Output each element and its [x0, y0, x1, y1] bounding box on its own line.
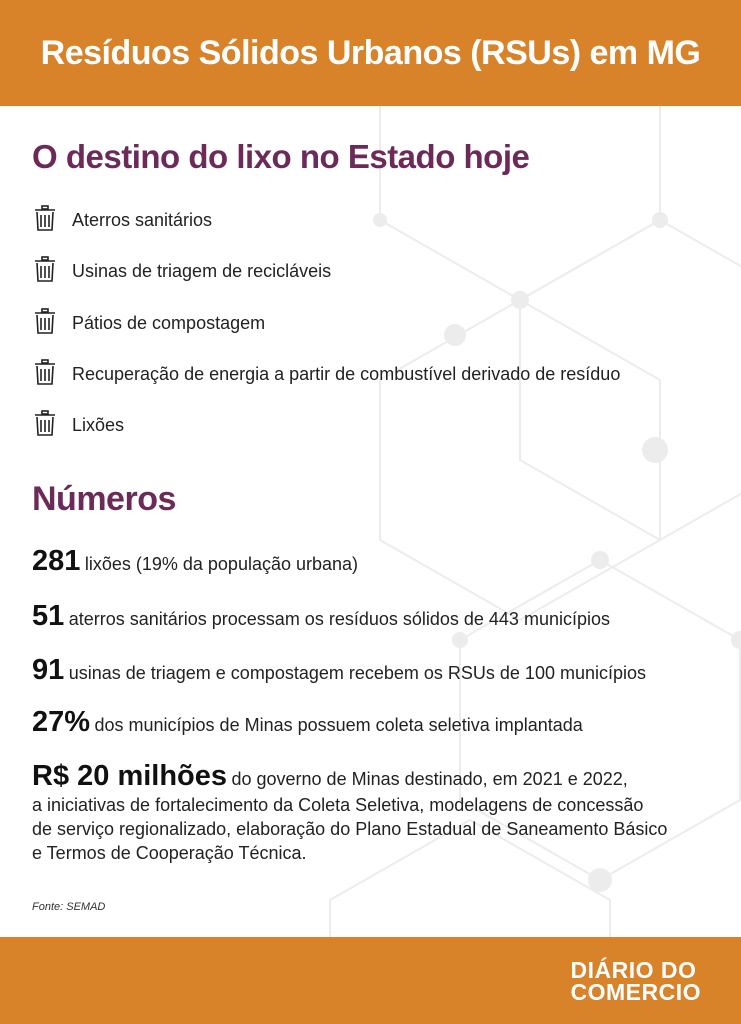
- stat-text: dos municípios de Minas possuem coleta seletiva implantada: [94, 715, 583, 735]
- destination-label: Recuperação de energia a partir de combustível derivado de resíduo: [72, 364, 621, 384]
- stat-line: [32, 706, 583, 739]
- source-note: Fonte: SEMAD: [32, 901, 106, 913]
- stat-value: 51: [32, 600, 65, 632]
- funding-stat: [32, 760, 722, 865]
- stat-line: [32, 600, 610, 633]
- stat-text-line: a iniciativas de fortalecimento da Coleta Seletiva, modelagens de concessão: [32, 795, 644, 815]
- header-banner: [0, 0, 741, 106]
- stat-text: lixões (19% da população urbana): [84, 554, 359, 574]
- trash-bin-icon: [34, 359, 56, 385]
- stat-line: [32, 654, 646, 687]
- stat-value: 281: [32, 545, 81, 577]
- stat-value: 27%: [32, 706, 91, 738]
- destination-label: Pátios de compostagem: [72, 313, 266, 333]
- footer-banner: [0, 937, 741, 1024]
- destination-label: Usinas de triagem de recicláveis: [72, 261, 332, 281]
- stat-line: [32, 545, 358, 578]
- diario-do-comercio-logo: [571, 959, 702, 1003]
- logo-line: COMERCIO: [570, 979, 701, 1005]
- trash-bin-icon: [34, 256, 56, 282]
- stat-text: usinas de triagem e compostagem recebem os RSUs de 100 municípios: [68, 663, 647, 683]
- numbers-title: Números: [32, 480, 176, 518]
- destinations-title: O destino do lixo no Estado hoje: [32, 138, 530, 175]
- stat-text-line: e Termos de Cooperação Técnica.: [32, 843, 307, 863]
- destination-label: Aterros sanitários: [72, 210, 213, 230]
- destination-label: Lixões: [72, 415, 125, 435]
- page-title: Resíduos Sólidos Urbanos (RSUs) em MG: [40, 34, 701, 72]
- trash-bin-icon: [34, 205, 56, 231]
- trash-bin-icon: [34, 410, 56, 436]
- stat-value: 91: [32, 654, 65, 686]
- trash-bin-icon: [34, 308, 56, 334]
- stat-value: R$ 20 milhões: [32, 760, 228, 792]
- stat-text: aterros sanitários processam os resíduos sólidos de 443 municípios: [68, 609, 610, 629]
- stat-text-line: de serviço regionalizado, elaboração do Plano Estadual de Saneamento Básico: [32, 819, 668, 839]
- stat-text: do governo de Minas destinado, em 2021 e 2022,: [231, 769, 628, 789]
- logo-line: DIÁRIO DO: [570, 957, 697, 983]
